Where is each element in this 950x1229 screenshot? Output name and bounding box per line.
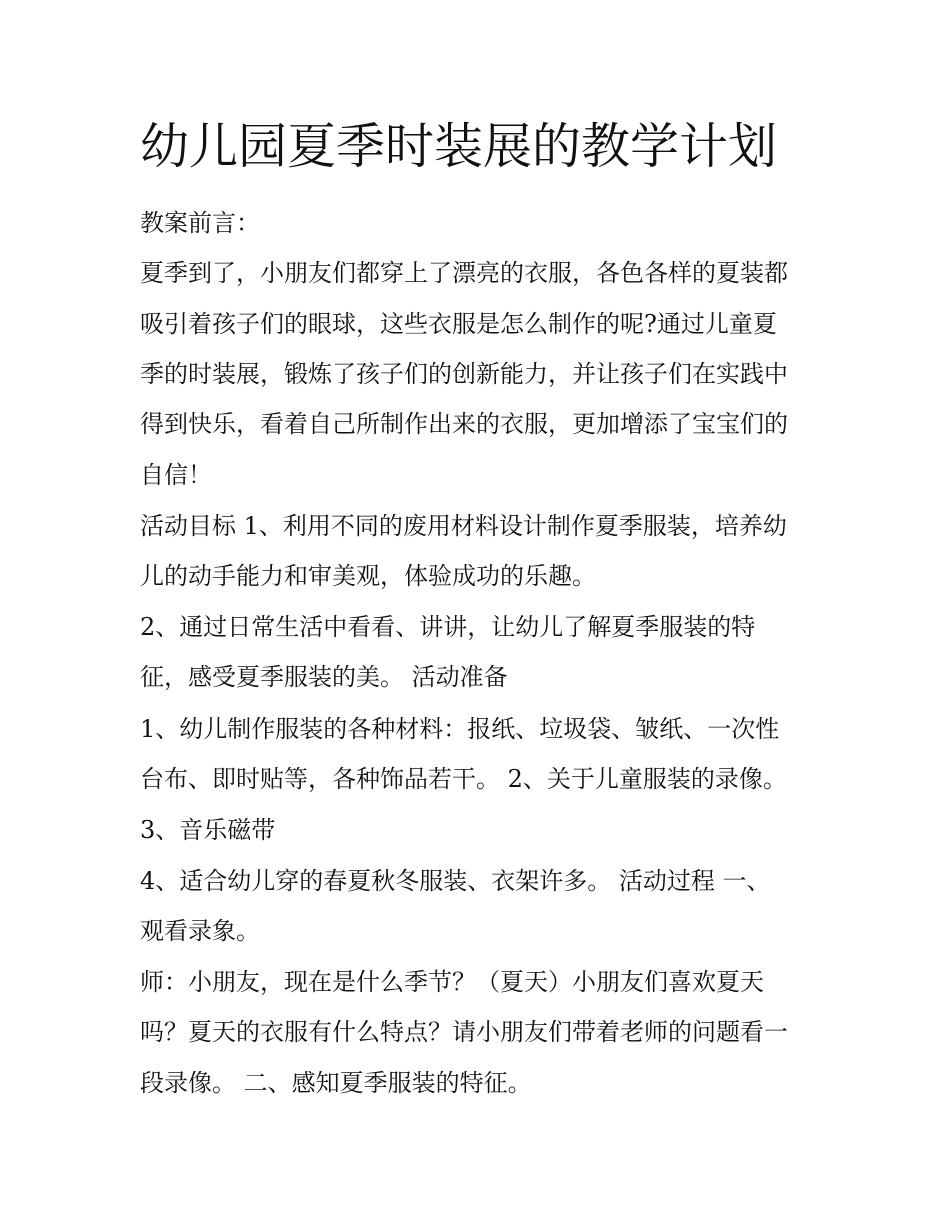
text-line: 观看录象。: [140, 917, 260, 945]
text-line: 2、通过日常生活中看看、讲讲，让幼儿了解夏季服装的特: [140, 613, 756, 641]
text-line: 自信！: [140, 461, 212, 489]
text-line: 1、幼儿制作服装的各种材料：报纸、垃圾袋、皱纸、一次性: [140, 715, 780, 743]
text-line: 4、适合幼儿穿的春夏秋冬服装、衣架许多。 活动过程 一、: [140, 867, 771, 895]
text-line: 3、音乐磁带: [140, 816, 276, 844]
text-line: 季的时装展，锻炼了孩子们的创新能力，并让孩子们在实践中: [140, 360, 788, 388]
text-line: 台布、即时贴等，各种饰品若干。 2、关于儿童服装的录像。: [140, 765, 787, 793]
text-line: 吗？夏天的衣服有什么特点？请小朋友们带着老师的问题看一: [140, 1018, 788, 1046]
text-line: 夏季到了，小朋友们都穿上了漂亮的衣服，各色各样的夏装都: [140, 259, 788, 287]
text-line: 征，感受夏季服装的美。 活动准备: [140, 663, 508, 691]
text-line: 活动目标 1、利用不同的废用材料设计制作夏季服装，培养幼: [140, 512, 787, 540]
text-line: 段录像。 二、感知夏季服装的特征。: [140, 1069, 532, 1097]
document-title: 幼儿园夏季时装展的教学计划: [140, 118, 778, 175]
text-line: 师：小朋友，现在是什么季节？（夏天）小朋友们喜欢夏天: [140, 968, 764, 996]
text-line: 吸引着孩子们的眼球，这些衣服是怎么制作的呢?通过儿童夏: [140, 310, 777, 338]
text-line: 儿的动手能力和审美观，体验成功的乐趣。: [140, 562, 596, 590]
text-line: 得到快乐，看着自己所制作出来的衣服，更加增添了宝宝们的: [140, 410, 788, 438]
text-line: 教案前言：: [140, 209, 260, 237]
